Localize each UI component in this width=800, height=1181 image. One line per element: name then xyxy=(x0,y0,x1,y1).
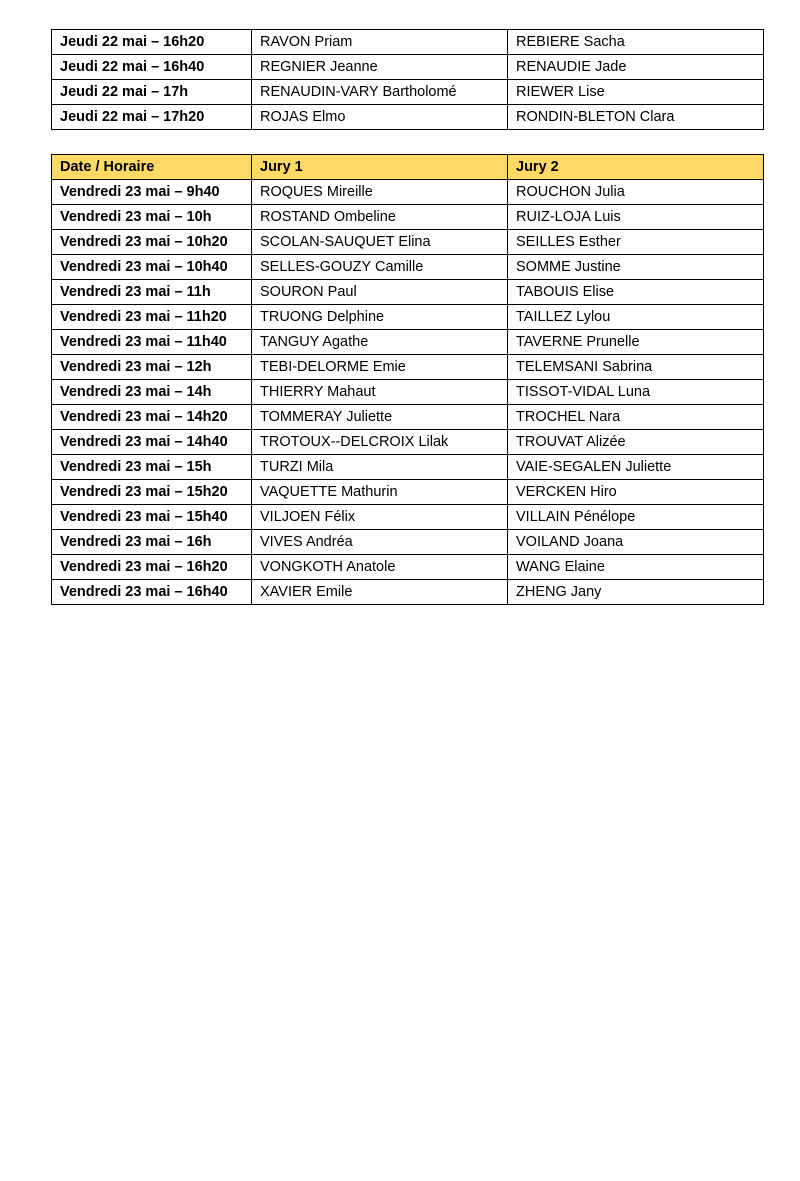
date-time-cell: Vendredi 23 mai – 10h20 xyxy=(52,230,252,255)
jury2-cell: RENAUDIE Jade xyxy=(508,55,764,80)
table-row xyxy=(52,255,764,280)
jury1-cell: TROTOUX--DELCROIX Lilak xyxy=(252,430,508,455)
jury2-cell: SOMME Justine xyxy=(508,255,764,280)
date-time-cell: Vendredi 23 mai – 11h40 xyxy=(52,330,252,355)
jury1-cell: ROSTAND Ombeline xyxy=(252,205,508,230)
jury1-cell: TRUONG Delphine xyxy=(252,305,508,330)
table-row xyxy=(52,180,764,205)
date-time-cell: Vendredi 23 mai – 14h40 xyxy=(52,430,252,455)
date-time-cell: Jeudi 22 mai – 16h40 xyxy=(52,55,252,80)
table-row xyxy=(52,380,764,405)
date-time-cell: Vendredi 23 mai – 16h20 xyxy=(52,555,252,580)
jury2-cell: TABOUIS Elise xyxy=(508,280,764,305)
table-row xyxy=(52,80,764,105)
jury1-cell: ROJAS Elmo xyxy=(252,105,508,130)
jury2-cell: TAVERNE Prunelle xyxy=(508,330,764,355)
jury2-cell: TELEMSANI Sabrina xyxy=(508,355,764,380)
jury2-cell: SEILLES Esther xyxy=(508,230,764,255)
jury1-cell: THIERRY Mahaut xyxy=(252,380,508,405)
jury1-cell: SCOLAN-SAUQUET Elina xyxy=(252,230,508,255)
jury2-cell: VILLAIN Pénélope xyxy=(508,505,764,530)
jury1-cell: RAVON Priam xyxy=(252,30,508,55)
date-time-cell: Jeudi 22 mai – 17h20 xyxy=(52,105,252,130)
table-row xyxy=(52,330,764,355)
jury1-cell: VAQUETTE Mathurin xyxy=(252,480,508,505)
jury2-cell: RONDIN-BLETON Clara xyxy=(508,105,764,130)
jury1-cell: RENAUDIN-VARY Bartholomé xyxy=(252,80,508,105)
date-time-cell: Vendredi 23 mai – 16h40 xyxy=(52,580,252,605)
schedule-table-jeudi xyxy=(51,29,764,130)
date-time-cell: Vendredi 23 mai – 15h xyxy=(52,455,252,480)
date-time-cell: Vendredi 23 mai – 16h xyxy=(52,530,252,555)
jury2-cell: RUIZ-LOJA Luis xyxy=(508,205,764,230)
date-time-cell: Vendredi 23 mai – 10h xyxy=(52,205,252,230)
table-row xyxy=(52,355,764,380)
jury2-cell: RIEWER Lise xyxy=(508,80,764,105)
jury2-cell: TROCHEL Nara xyxy=(508,405,764,430)
table-row xyxy=(52,430,764,455)
jury1-cell: VONGKOTH Anatole xyxy=(252,555,508,580)
table-row xyxy=(52,505,764,530)
schedule-table-vendredi-body xyxy=(52,180,764,605)
table-row xyxy=(52,105,764,130)
table-row xyxy=(52,405,764,430)
table-row xyxy=(52,555,764,580)
table-row xyxy=(52,55,764,80)
date-time-cell: Vendredi 23 mai – 11h xyxy=(52,280,252,305)
table-row xyxy=(52,455,764,480)
jury1-cell: TANGUY Agathe xyxy=(252,330,508,355)
jury1-cell: VIVES Andréa xyxy=(252,530,508,555)
jury1-cell: TURZI Mila xyxy=(252,455,508,480)
table-row xyxy=(52,580,764,605)
jury2-cell: TAILLEZ Lylou xyxy=(508,305,764,330)
jury2-cell: TROUVAT Alizée xyxy=(508,430,764,455)
date-time-cell: Vendredi 23 mai – 14h xyxy=(52,380,252,405)
header-row xyxy=(52,155,764,180)
column-header-date: Date / Horaire xyxy=(52,155,252,180)
column-header-jury2: Jury 2 xyxy=(508,155,764,180)
jury1-cell: ROQUES Mireille xyxy=(252,180,508,205)
jury1-cell: REGNIER Jeanne xyxy=(252,55,508,80)
table-row xyxy=(52,30,764,55)
date-time-cell: Vendredi 23 mai – 10h40 xyxy=(52,255,252,280)
table-row xyxy=(52,230,764,255)
jury1-cell: SOURON Paul xyxy=(252,280,508,305)
date-time-cell: Vendredi 23 mai – 15h40 xyxy=(52,505,252,530)
jury2-cell: WANG Elaine xyxy=(508,555,764,580)
date-time-cell: Jeudi 22 mai – 16h20 xyxy=(52,30,252,55)
jury2-cell: TISSOT-VIDAL Luna xyxy=(508,380,764,405)
schedule-table-jeudi-body xyxy=(52,30,764,130)
date-time-cell: Vendredi 23 mai – 14h20 xyxy=(52,405,252,430)
schedule-table-vendredi-header xyxy=(52,155,764,180)
jury1-cell: TOMMERAY Juliette xyxy=(252,405,508,430)
jury2-cell: ZHENG Jany xyxy=(508,580,764,605)
jury2-cell: VAIE-SEGALEN Juliette xyxy=(508,455,764,480)
table-row xyxy=(52,530,764,555)
table-row xyxy=(52,205,764,230)
table-row xyxy=(52,480,764,505)
jury1-cell: XAVIER Emile xyxy=(252,580,508,605)
jury2-cell: ROUCHON Julia xyxy=(508,180,764,205)
jury2-cell: VERCKEN Hiro xyxy=(508,480,764,505)
date-time-cell: Vendredi 23 mai – 11h20 xyxy=(52,305,252,330)
table-row xyxy=(52,305,764,330)
jury2-cell: REBIERE Sacha xyxy=(508,30,764,55)
jury1-cell: VILJOEN Félix xyxy=(252,505,508,530)
jury1-cell: SELLES-GOUZY Camille xyxy=(252,255,508,280)
table-row xyxy=(52,280,764,305)
date-time-cell: Vendredi 23 mai – 15h20 xyxy=(52,480,252,505)
jury2-cell: VOILAND Joana xyxy=(508,530,764,555)
date-time-cell: Vendredi 23 mai – 9h40 xyxy=(52,180,252,205)
jury1-cell: TEBI-DELORME Emie xyxy=(252,355,508,380)
schedule-table-vendredi xyxy=(51,154,764,605)
date-time-cell: Jeudi 22 mai – 17h xyxy=(52,80,252,105)
column-header-jury1: Jury 1 xyxy=(252,155,508,180)
date-time-cell: Vendredi 23 mai – 12h xyxy=(52,355,252,380)
